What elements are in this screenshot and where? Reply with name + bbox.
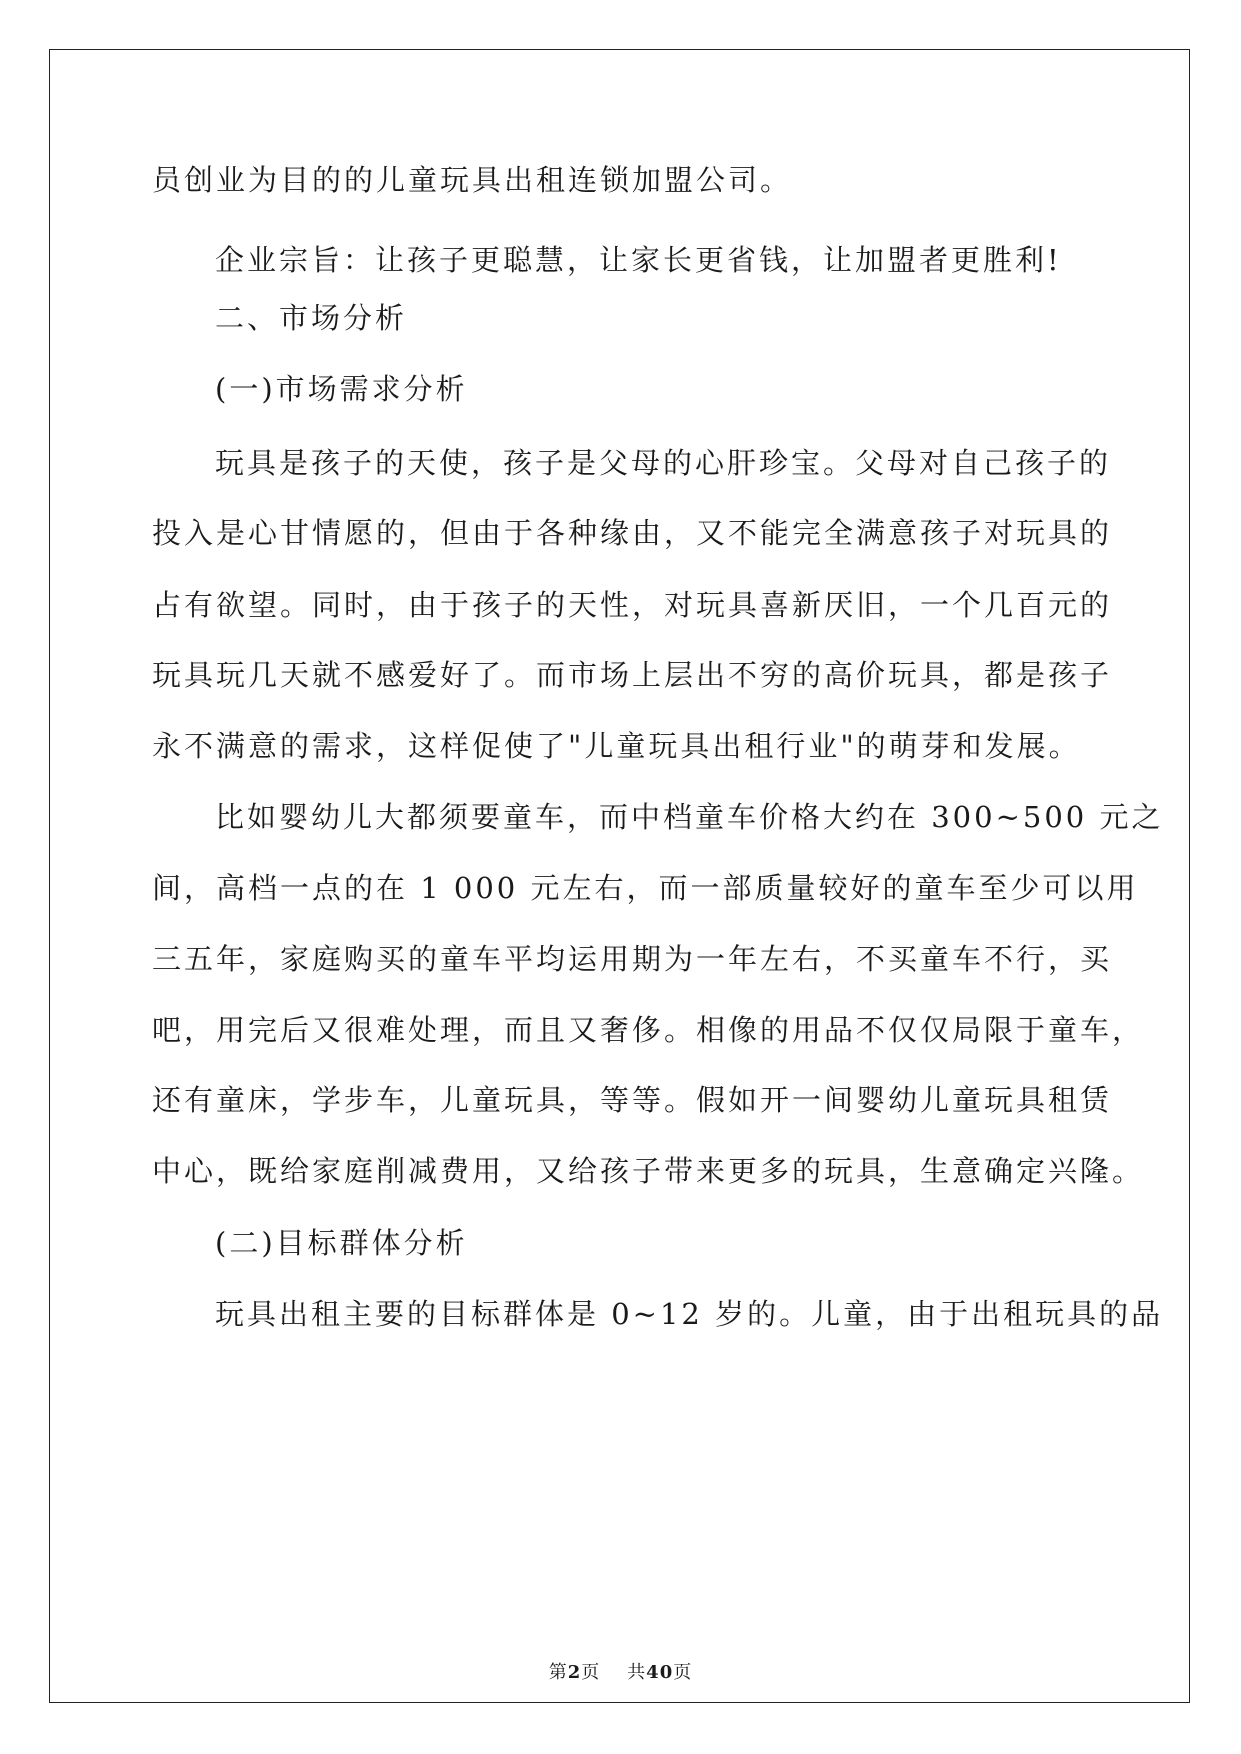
- footer-total-suffix: 页: [673, 1662, 693, 1683]
- current-page-number: 2: [567, 1662, 582, 1683]
- paragraph-line: 永不满意的需求，这样促使了"儿童玩具出租行业"的萌芽和发展。: [152, 729, 1081, 763]
- paragraph-line: 投入是心甘情愿的，但由于各种缘由，又不能完全满意孩子对玩具的: [152, 516, 1113, 550]
- paragraph-line: 玩具是孩子的天使，孩子是父母的心肝珍宝。父母对自己孩子的: [215, 446, 1112, 480]
- subsection-heading-target-group: (二)目标群体分析: [215, 1226, 468, 1260]
- subsection-heading-demand: (一)市场需求分析: [215, 372, 468, 406]
- paragraph-line: 玩具出租主要的目标群体是 0~12 岁的。儿童，由于出租玩具的品: [215, 1297, 1164, 1331]
- paragraph-line: 吧，用完后又很难处理，而且又奢侈。相像的用品不仅仅局限于童车，: [152, 1013, 1145, 1047]
- paragraph-line: 员创业为目的的儿童玩具出租连锁加盟公司。: [152, 163, 793, 197]
- paragraph-line: 还有童床，学步车，儿童玩具，等等。假如开一间婴幼儿童玩具租赁: [152, 1083, 1113, 1117]
- paragraph-line: 占有欲望。同时，由于孩子的天性，对玩具喜新厌旧，一个几百元的: [152, 588, 1113, 622]
- footer-prefix: 第: [548, 1662, 568, 1683]
- page-footer: [0, 1658, 1241, 1684]
- footer-total-prefix: 共: [627, 1662, 647, 1683]
- total-page-count: 40: [646, 1662, 674, 1683]
- section-heading-market-analysis: 二、市场分析: [215, 301, 408, 335]
- paragraph-line: 间，高档一点的在 1 000 元左右，而一部质量较好的童车至少可以用: [152, 871, 1139, 905]
- paragraph-line: 玩具玩几天就不感爱好了。而市场上层出不穷的高价玩具，都是孩子: [152, 658, 1113, 692]
- paragraph-line: 三五年，家庭购买的童车平均运用期为一年左右，不买童车不行，买: [152, 942, 1113, 976]
- footer-page-suffix: 页: [581, 1662, 601, 1683]
- paragraph-line: 中心，既给家庭削减费用，又给孩子带来更多的玩具，生意确定兴隆。: [152, 1154, 1145, 1188]
- paragraph-line: 比如婴幼儿大都须要童车，而中档童车价格大约在 300~500 元之: [215, 800, 1164, 834]
- company-motto: 企业宗旨：让孩子更聪慧，让家长更省钱，让加盟者更胜利!: [215, 243, 1062, 277]
